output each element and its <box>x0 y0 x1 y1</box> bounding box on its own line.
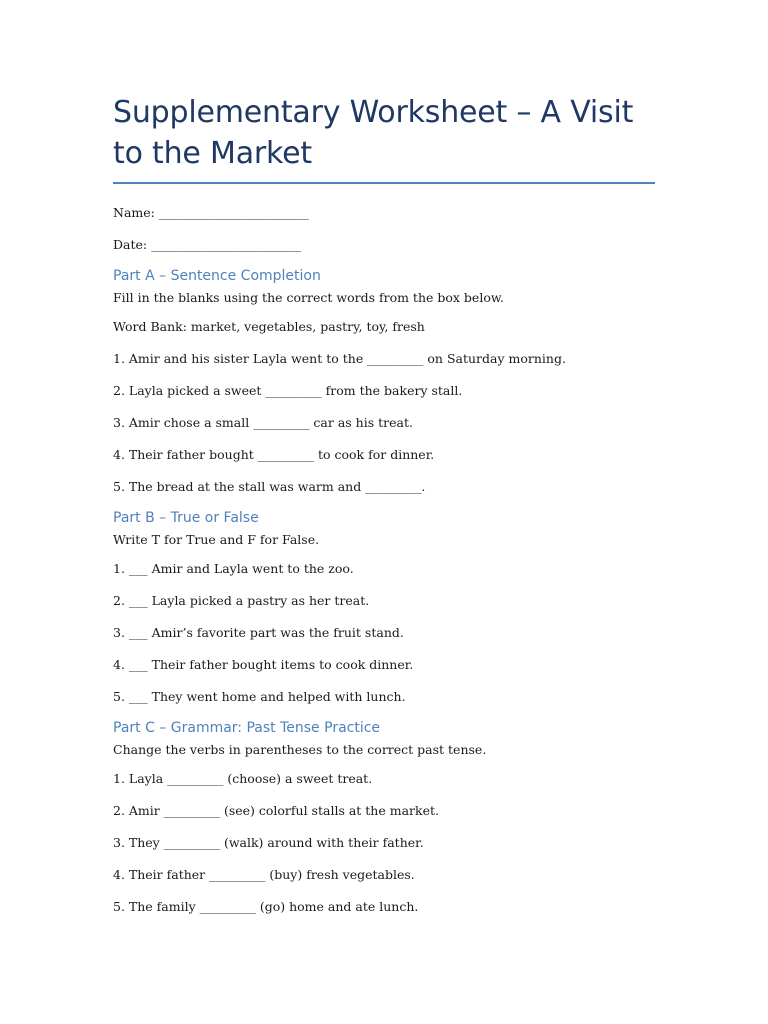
part-c-item-3: 3. They _________ (walk) around with their father. <box>113 835 424 850</box>
part-c-item-1: 1. Layla _________ (choose) a sweet treat. <box>113 771 373 786</box>
part-a-item-4: 4. Their father bought _________ to cook for dinner. <box>113 447 435 462</box>
part-a-heading: Part A – Sentence Completion <box>113 268 321 284</box>
student-fields <box>113 197 655 261</box>
part-b-item-3: 3. ___ Amir’s favorite part was the fruit stand. <box>113 625 404 640</box>
part-b-item-1: 1. ___ Amir and Layla went to the zoo. <box>113 561 354 576</box>
word-bank: Word Bank: market, vegetables, pastry, toy, fresh <box>113 319 425 334</box>
part-c-item-2: 2. Amir _________ (see) colorful stalls at the market. <box>113 803 439 818</box>
part-b-item-4: 4. ___ Their father bought items to cook dinner. <box>113 657 414 672</box>
part-a-instruction: Fill in the blanks using the correct words from the box below. <box>113 290 505 305</box>
part-b-item-2: 2. ___ Layla picked a pastry as her treat. <box>113 593 370 608</box>
date-field: Date: ________________________ <box>113 237 302 252</box>
part-b-section <box>113 509 655 713</box>
part-a-item-2: 2. Layla picked a sweet _________ from the bakery stall. <box>113 383 463 398</box>
part-a-item-3: 3. Amir chose a small _________ car as his treat. <box>113 415 413 430</box>
part-a-section <box>113 267 655 503</box>
part-c-item-5: 5. The family _________ (go) home and ate lunch. <box>113 899 419 914</box>
name-field: Name: ________________________ <box>113 205 309 220</box>
part-a-item-1: 1. Amir and his sister Layla went to the _________ on Saturday morning. <box>113 351 566 366</box>
part-c-item-4: 4. Their father _________ (buy) fresh vegetables. <box>113 867 415 882</box>
part-b-item-5: 5. ___ They went home and helped with lunch. <box>113 689 406 704</box>
part-c-heading: Part C – Grammar: Past Tense Practice <box>113 720 381 736</box>
worksheet-title: Supplementary Worksheet – A Visit to the Market <box>113 92 655 184</box>
part-c-instruction: Change the verbs in parentheses to the correct past tense. <box>113 742 487 757</box>
worksheet-page <box>113 92 655 923</box>
part-a-item-5: 5. The bread at the stall was warm and _________. <box>113 479 426 494</box>
part-c-section <box>113 719 655 923</box>
part-b-instruction: Write T for True and F for False. <box>113 532 320 547</box>
part-b-heading: Part B – True or False <box>113 510 259 526</box>
